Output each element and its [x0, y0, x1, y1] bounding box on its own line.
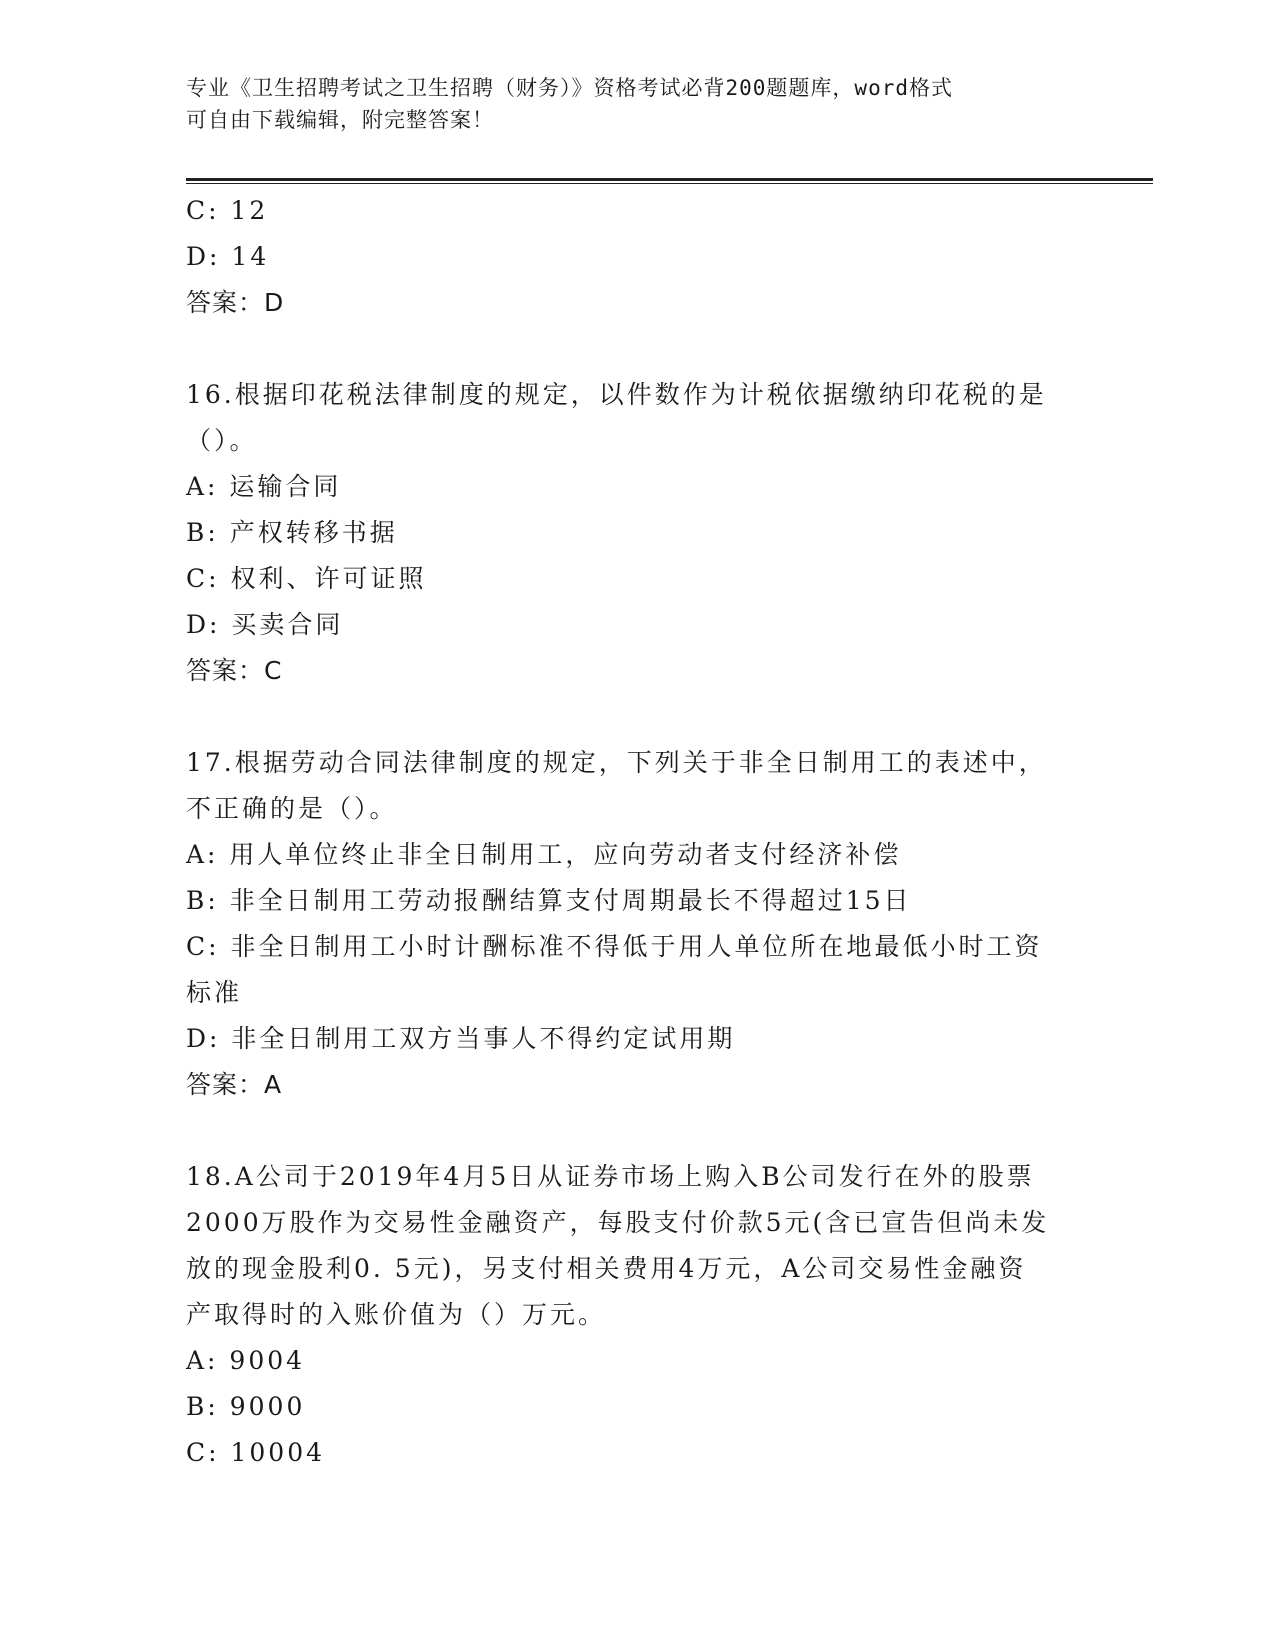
- option-c: C: 权利、许可证照: [186, 564, 427, 593]
- question-stem-line: 放的现金股利0. 5元)，另支付相关费用4万元，A公司交易性金融资: [186, 1254, 1027, 1283]
- option-b: B: 产权转移书据: [186, 518, 398, 547]
- question-stem-line: 18.A公司于2019年4月5日从证券市场上购入B公司发行在外的股票: [186, 1162, 1035, 1191]
- answer-line: 答案：C: [186, 656, 283, 685]
- question-17: [186, 740, 1086, 1108]
- question-stem-line: 产取得时的入账价值为（）万元。: [186, 1300, 607, 1329]
- question-15: [186, 188, 1086, 326]
- question-16: [186, 372, 1086, 694]
- option-c: C: 10004: [186, 1438, 326, 1467]
- option-c: C: 非全日制用工小时计酬标准不得低于用人单位所在地最低小时工资: [186, 932, 1043, 961]
- option-a: A: 运输合同: [186, 472, 342, 501]
- question-18: [186, 1154, 1086, 1476]
- header-divider-thin: [186, 183, 1153, 184]
- question-stem-line: 2000万股作为交易性金融资产，每股支付价款5元(含已宣告但尚未发: [186, 1208, 1050, 1237]
- question-stem-line: 不正确的是（）。: [186, 794, 398, 823]
- document-header: [186, 72, 1086, 136]
- option-c-continued: 标准: [186, 978, 243, 1007]
- question-stem-line: 16.根据印花税法律制度的规定，以件数作为计税依据缴纳印花税的是: [186, 380, 1047, 409]
- option-b: B: 9000: [186, 1392, 306, 1421]
- option-d: D: 14: [186, 242, 270, 271]
- question-list: [186, 188, 1086, 1476]
- answer-line: 答案：A: [186, 1070, 283, 1099]
- option-b: B: 非全日制用工劳动报酬结算支付周期最长不得超过15日: [186, 886, 912, 915]
- option-a: A: 9004: [186, 1346, 306, 1375]
- option-a: A: 用人单位终止非全日制用工，应向劳动者支付经济补偿: [186, 840, 902, 869]
- option-d: D: 买卖合同: [186, 610, 344, 639]
- header-title-line-2: 可自由下载编辑，附完整答案！: [186, 108, 494, 132]
- header-divider-thick: [186, 178, 1153, 181]
- header-title-line-1: 专业《卫生招聘考试之卫生招聘（财务）》资格考试必背200题题库，word格式: [186, 76, 953, 100]
- option-c: C: 12: [186, 196, 269, 225]
- option-d: D: 非全日制用工双方当事人不得约定试用期: [186, 1024, 736, 1053]
- question-stem-line: 17.根据劳动合同法律制度的规定，下列关于非全日制用工的表述中，: [186, 748, 1047, 777]
- question-stem-line: （）。: [186, 426, 258, 455]
- answer-line: 答案：D: [186, 288, 285, 317]
